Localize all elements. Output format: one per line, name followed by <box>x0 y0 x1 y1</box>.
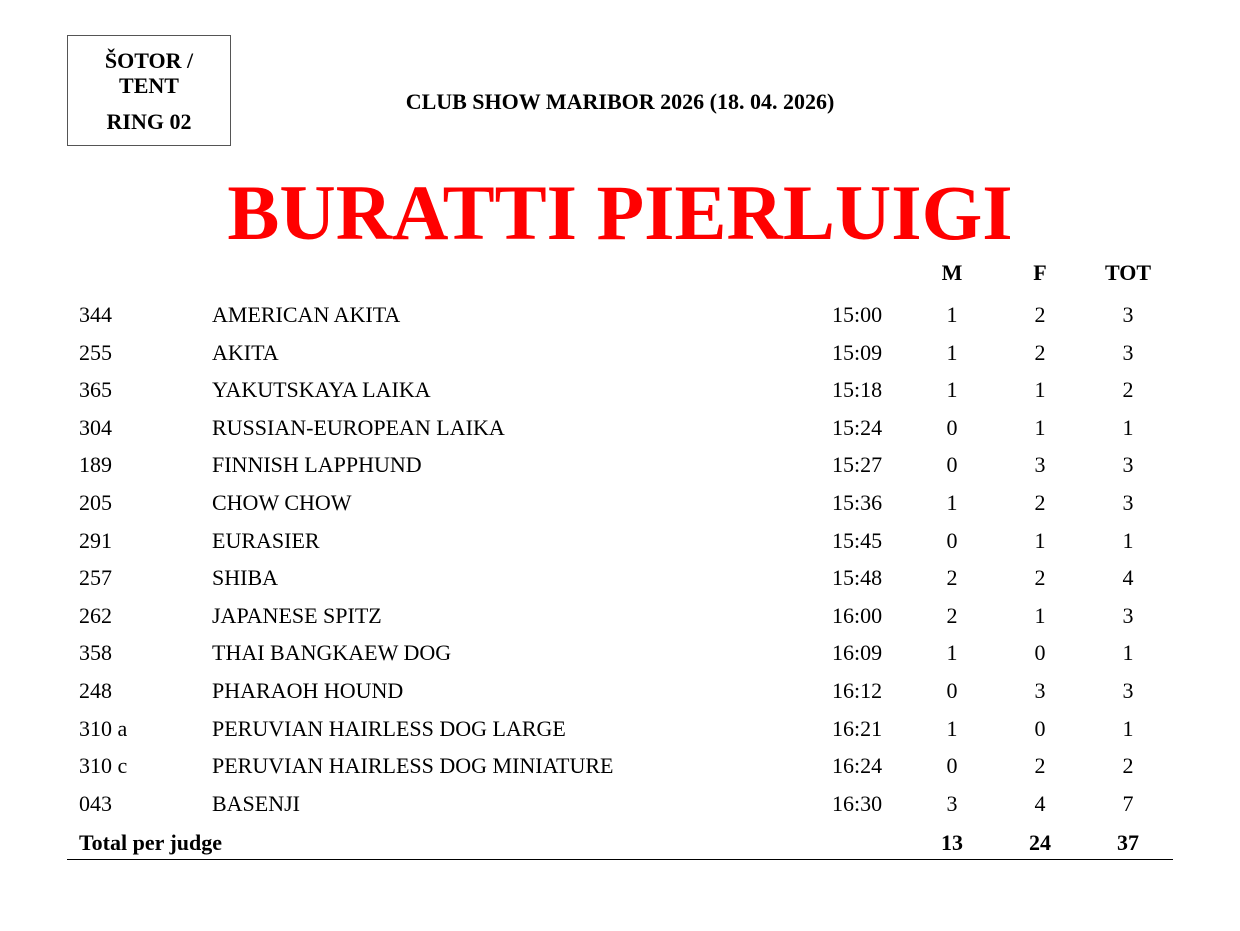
catalog-number: 189 <box>79 452 112 478</box>
catalog-number: 365 <box>79 377 112 403</box>
judging-time: 16:24 <box>832 753 883 779</box>
female-count: 0 <box>1034 715 1046 741</box>
breed-name: THAI BANGKAEW DOG <box>212 640 452 666</box>
male-count: 1 <box>946 377 958 403</box>
column-header-tot: TOT <box>1104 260 1152 285</box>
breed-name: RUSSIAN-EUROPEAN LAIKA <box>212 414 505 440</box>
catalog-number: 291 <box>79 527 112 553</box>
catalog-number: 205 <box>79 489 112 515</box>
show-title <box>0 89 1240 115</box>
table-row <box>0 522 1240 560</box>
total-male-count: 13 <box>941 830 963 855</box>
female-count: 4 <box>1034 790 1046 816</box>
male-count: 2 <box>946 565 958 591</box>
female-count: 3 <box>1034 677 1046 703</box>
catalog-number: 255 <box>79 339 112 365</box>
female-count: 0 <box>1034 640 1046 666</box>
catalog-number: 310 a <box>79 715 128 741</box>
column-header-m: M <box>941 260 963 285</box>
female-count: 2 <box>1034 565 1046 591</box>
ring-number: RING 02 <box>106 109 192 134</box>
judge-name: BURATTI PIERLUIGI <box>227 169 1013 256</box>
female-count: 2 <box>1034 489 1046 515</box>
male-count: 0 <box>946 414 958 440</box>
male-count: 1 <box>946 339 958 365</box>
judging-time: 16:00 <box>832 602 883 628</box>
catalog-number: 304 <box>79 414 112 440</box>
total-label: Total per judge <box>79 830 223 855</box>
total-count: 3 <box>1122 302 1134 327</box>
total-count: 1 <box>1122 414 1134 440</box>
total-count: 1 <box>1122 527 1134 553</box>
breed-name: YAKUTSKAYA LAIKA <box>212 377 431 403</box>
table-row <box>0 785 1240 823</box>
female-count: 1 <box>1034 602 1046 628</box>
table-row <box>0 710 1240 748</box>
table-row <box>0 371 1240 409</box>
breed-name: SHIBA <box>212 565 279 591</box>
male-count: 1 <box>946 489 958 515</box>
male-count: 1 <box>946 302 958 327</box>
catalog-number: 310 c <box>79 753 128 779</box>
tent-label-line2: TENT <box>119 73 179 98</box>
catalog-number: 248 <box>79 677 112 703</box>
catalog-number: 358 <box>79 640 112 666</box>
total-count: 3 <box>1122 489 1134 515</box>
breed-name: CHOW CHOW <box>212 489 352 515</box>
judging-time: 16:12 <box>832 677 883 703</box>
male-count: 2 <box>946 602 958 628</box>
tent-label-line1: ŠOTOR / <box>104 48 194 73</box>
total-count: 2 <box>1122 377 1134 403</box>
total-count: 1 <box>1122 715 1134 741</box>
catalog-number: 344 <box>79 302 112 327</box>
judging-time: 15:09 <box>832 339 883 365</box>
male-count: 0 <box>946 452 958 478</box>
total-count: 1 <box>1122 640 1134 666</box>
male-count: 1 <box>946 715 958 741</box>
breed-name: PERUVIAN HAIRLESS DOG LARGE <box>212 715 566 741</box>
table-row <box>0 634 1240 672</box>
table-row <box>0 559 1240 597</box>
female-count: 2 <box>1034 753 1046 779</box>
total-per-judge-row <box>67 826 1173 860</box>
judging-time: 15:45 <box>832 527 883 553</box>
breed-name: EURASIER <box>212 527 320 553</box>
judging-time: 15:24 <box>832 414 883 440</box>
judging-time: 16:21 <box>832 715 883 741</box>
table-row <box>0 747 1240 785</box>
judging-time: 16:30 <box>832 790 883 816</box>
total-count: 3 <box>1122 452 1134 478</box>
total-overall-count: 37 <box>1117 830 1139 855</box>
breed-name: AKITA <box>212 339 279 365</box>
female-count: 1 <box>1034 527 1046 553</box>
total-female-count: 24 <box>1029 830 1051 855</box>
breed-name: PERUVIAN HAIRLESS DOG MINIATURE <box>212 753 614 779</box>
judging-time: 15:36 <box>832 489 883 515</box>
total-count: 3 <box>1122 677 1134 703</box>
male-count: 0 <box>946 753 958 779</box>
schedule-table <box>0 296 1240 822</box>
table-row <box>0 597 1240 635</box>
catalog-number: 043 <box>79 790 112 816</box>
total-count: 7 <box>1122 790 1134 816</box>
judging-time: 15:00 <box>832 302 883 327</box>
male-count: 0 <box>946 527 958 553</box>
female-count: 2 <box>1034 302 1046 327</box>
breed-name: JAPANESE SPITZ <box>212 602 382 628</box>
table-row <box>0 334 1240 372</box>
male-count: 1 <box>946 640 958 666</box>
show-title-text: CLUB SHOW MARIBOR 2026 (18. 04. 2026) <box>405 89 835 114</box>
female-count: 1 <box>1034 414 1046 440</box>
judging-time: 15:18 <box>832 377 883 403</box>
table-row <box>0 672 1240 710</box>
breed-name: BASENJI <box>212 790 301 816</box>
female-count: 1 <box>1034 377 1046 403</box>
judging-time: 16:09 <box>832 640 883 666</box>
total-count: 3 <box>1122 339 1134 365</box>
male-count: 3 <box>946 790 958 816</box>
column-header-f: F <box>1033 260 1047 285</box>
breed-name: PHARAOH HOUND <box>212 677 404 703</box>
female-count: 3 <box>1034 452 1046 478</box>
female-count: 2 <box>1034 339 1046 365</box>
breed-name: AMERICAN AKITA <box>212 302 401 327</box>
male-count: 0 <box>946 677 958 703</box>
catalog-number: 262 <box>79 602 112 628</box>
total-count: 2 <box>1122 753 1134 779</box>
total-count: 4 <box>1122 565 1134 591</box>
breed-name: FINNISH LAPPHUND <box>212 452 422 478</box>
judging-time: 15:48 <box>832 565 883 591</box>
judging-time: 15:27 <box>832 452 883 478</box>
table-row <box>0 296 1240 334</box>
table-row <box>0 409 1240 447</box>
total-count: 3 <box>1122 602 1134 628</box>
catalog-number: 257 <box>79 565 112 591</box>
table-row <box>0 484 1240 522</box>
table-row <box>0 446 1240 484</box>
